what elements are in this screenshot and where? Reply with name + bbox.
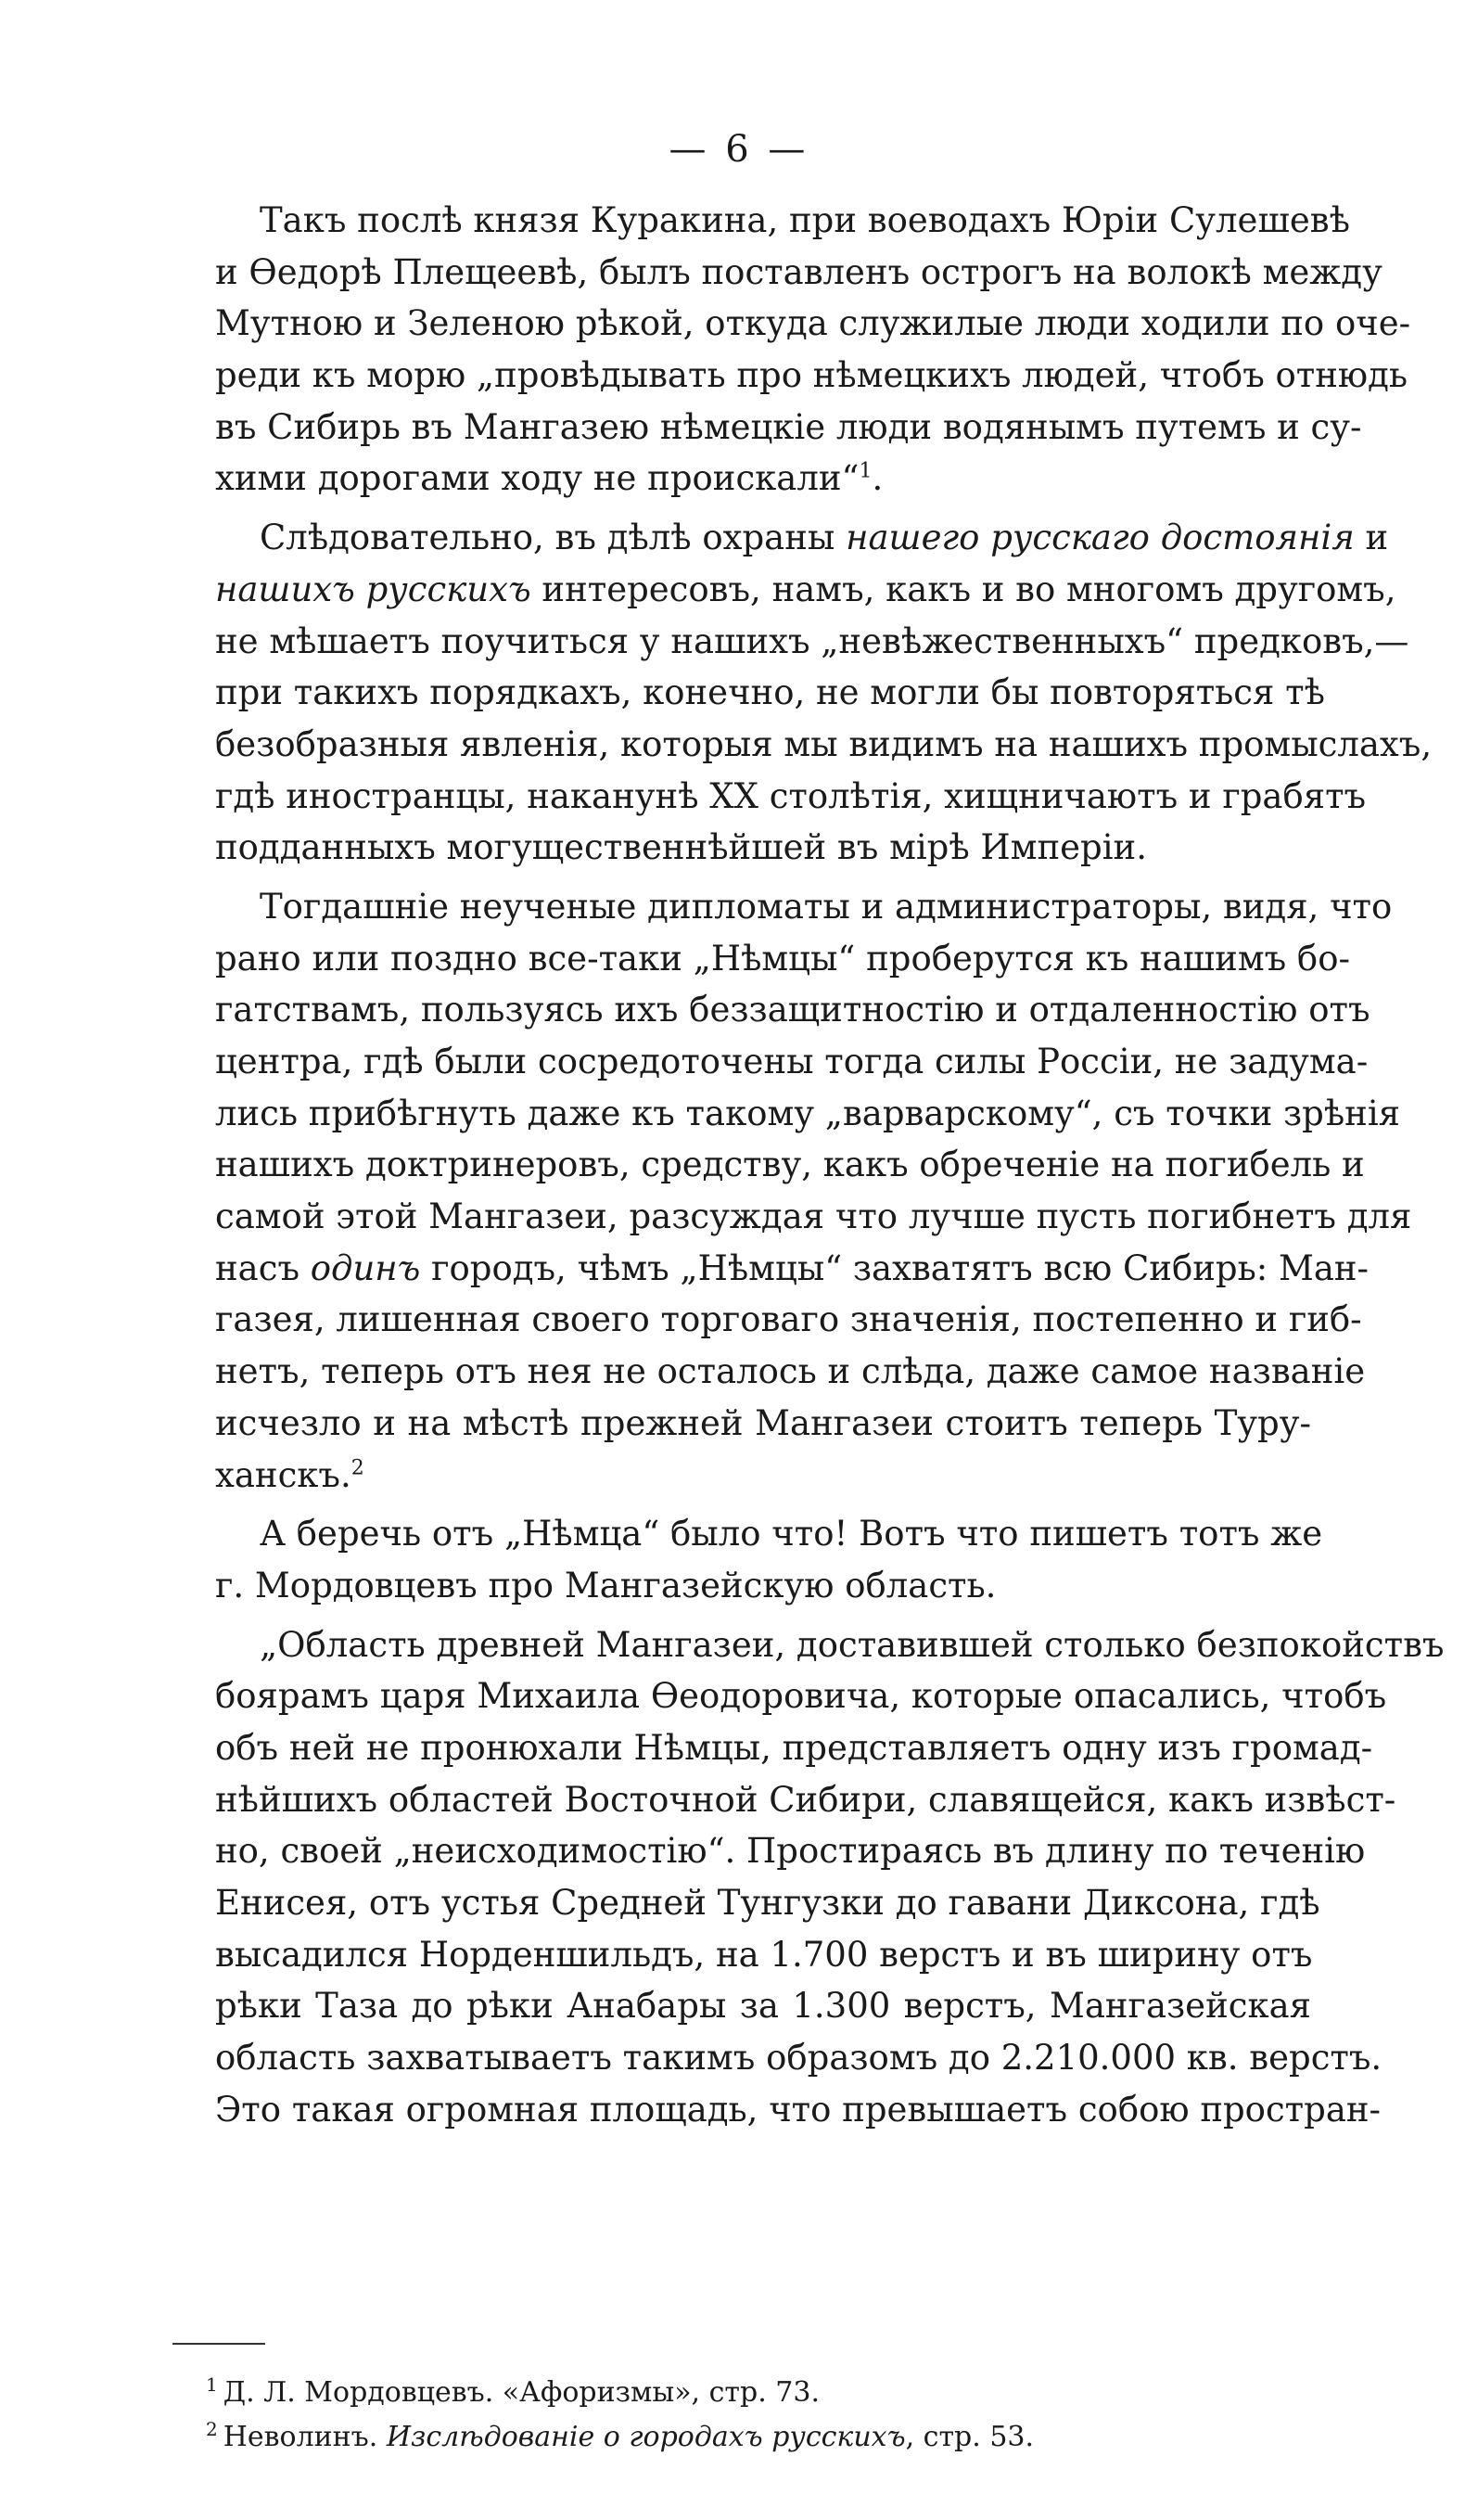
text-line — [215, 453, 1311, 505]
text-line — [215, 1243, 1370, 1295]
line-text: исчезло и на мѣстѣ прежней Мангазеи стоитъ теперь Туру- — [215, 1402, 1311, 1443]
text-line — [215, 247, 1382, 299]
line-text: и Ѳедорѣ Плещеевѣ, былъ поставленъ острогъ на волокѣ между — [215, 251, 1382, 292]
paragraph — [215, 1508, 1323, 1611]
line-text: нашихъ доктринеровъ, средству, какъ обреченіе на погибель и — [215, 1145, 1365, 1185]
italic-text: нашего русскаго достоянія — [846, 518, 1355, 558]
text-line — [215, 1294, 1362, 1346]
text-line — [215, 1722, 1373, 1774]
text-line — [215, 667, 1325, 719]
line-text: гдѣ иностранцы, наканунѣ XX столѣтія, хищничаютъ и грабятъ — [215, 775, 1367, 816]
line-text: подданныхъ могущественнѣйшей въ мірѣ Имперіи. — [215, 827, 1147, 868]
text-line — [215, 1560, 1311, 1612]
line-text: г. Мордовцевъ про Мангазейскую область. — [215, 1565, 997, 1605]
text-line — [215, 2084, 1382, 2136]
paragraph — [215, 195, 1411, 505]
text-line — [215, 822, 1311, 874]
line-text: ханскъ. — [215, 1454, 351, 1495]
line-text: Мутною и Зеленою рѣкой, откуда служилые люди ходили по оче- — [215, 303, 1411, 344]
italic-text: нашихъ русскихъ — [215, 569, 531, 609]
text-line — [215, 1088, 1400, 1140]
text-line — [215, 771, 1367, 823]
text-line — [215, 2032, 1382, 2084]
text-line — [215, 1450, 1311, 1502]
line-text: при такихъ порядкахъ, конечно, не могли бы повторяться тѣ — [215, 672, 1325, 713]
line-text: самой этой Мангазеи, разсуждая что лучше пусть погибнетъ для — [215, 1196, 1412, 1237]
line-text: Такъ послѣ князя Куракина, при воеводахъ Юріи Сулешевѣ — [260, 200, 1350, 240]
line-text: Слѣдовательно, въ дѣлѣ охраны — [260, 518, 847, 558]
text-line — [215, 719, 1433, 771]
line-text: городъ, чѣмъ „Нѣмцы“ захватятъ всю Сибирь: Ман- — [420, 1247, 1370, 1288]
footnote-reference: 2 — [350, 1456, 364, 1480]
paragraph — [215, 512, 1433, 874]
paragraph — [215, 881, 1412, 1501]
line-text: объ ней не пронюхали Нѣмцы, представляетъ одну изъ громад- — [215, 1727, 1373, 1768]
text-line — [215, 1398, 1311, 1450]
text-line — [215, 881, 1393, 933]
line-text: лись прибѣгнуть даже къ такому „варварскому“, съ точки зрѣнія — [215, 1093, 1400, 1133]
text-line — [215, 1825, 1366, 1877]
text-line — [215, 1619, 1445, 1671]
body-text — [215, 195, 1445, 2143]
text-line — [215, 350, 1408, 402]
text-line — [215, 195, 1350, 247]
text-line — [215, 1670, 1387, 1722]
line-text: нѣйшихъ областей Восточной Сибири, славящейся, какъ извѣст- — [215, 1779, 1396, 1820]
line-text: . — [872, 458, 884, 499]
italic-text: одинъ — [310, 1247, 421, 1288]
text-line — [215, 1774, 1396, 1826]
line-text: въ Сибирь въ Мангазею нѣмецкіе люди водянымъ путемъ и су- — [215, 406, 1362, 447]
text-line — [215, 512, 1389, 564]
footnote-separator — [172, 2343, 265, 2345]
line-text: насъ — [215, 1247, 311, 1288]
line-text: область захватываетъ такимъ образомъ до 2.210.000 кв. верстъ. — [215, 2038, 1382, 2079]
line-text: интересовъ, намъ, какъ и во многомъ другомъ, — [530, 569, 1396, 609]
line-text: высадился Норденшильдъ, на 1.700 верстъ и въ ширину отъ — [215, 1934, 1313, 1975]
line-text: центра, гдѣ были сосредоточены тогда силы Россіи, не задума- — [215, 1042, 1369, 1081]
text-line — [215, 933, 1350, 985]
line-text: не мѣшаетъ поучиться у нашихъ „невѣжественныхъ“ предковъ,— — [215, 620, 1409, 661]
text-line — [215, 1508, 1323, 1560]
text-line — [215, 1139, 1365, 1191]
text-line — [215, 1036, 1369, 1088]
line-text: безобразныя явленія, которыя мы видимъ на нашихъ промыслахъ, — [215, 723, 1433, 764]
paragraph — [215, 1619, 1445, 2136]
footnote-mark: 2 — [206, 2418, 218, 2440]
line-text: Это такая огромная площадь, что превышаетъ собою простран- — [215, 2089, 1382, 2130]
footnote-reference: 1 — [859, 460, 873, 484]
line-text: Тогдашніе неученые дипломаты и администраторы, видя, что — [260, 886, 1393, 927]
text-line — [215, 1346, 1366, 1398]
text-line — [215, 1877, 1320, 1929]
line-text: нетъ, теперь отъ нея не осталось и слѣда, даже самое названіе — [215, 1351, 1366, 1392]
line-text: боярамъ царя Михаила Ѳеодоровича, которые опасались, чтобъ — [215, 1676, 1387, 1717]
line-text: и — [1354, 518, 1389, 558]
text-line — [215, 298, 1411, 350]
text-line — [215, 616, 1409, 668]
line-text: А беречь отъ „Нѣмца“ было что! Вотъ что пишетъ тотъ же — [260, 1514, 1323, 1554]
footnote — [206, 2415, 1226, 2460]
line-text: газея, лишенная своего торговаго значенія, постепенно и гиб- — [215, 1299, 1362, 1340]
line-text: рано или поздно все-таки „Нѣмцы“ проберутся къ нашимъ бо- — [215, 938, 1350, 979]
footnote-text: , стр. 53. — [905, 2421, 1035, 2453]
line-text: реди къ морю „провѣдывать про нѣмецкихъ людей, чтобъ отнюдь — [215, 355, 1408, 396]
footnote-mark: 1 — [206, 2373, 218, 2396]
line-text: хими дорогами ходу не проискали“ — [215, 458, 860, 499]
footnote-italic-text: Изслѣдованіе о городахъ русскихъ — [386, 2421, 906, 2453]
page-number: — 6 — — [669, 128, 809, 171]
line-text: рѣки Таза до рѣки Анабары за 1.300 верстъ, Мангазейская — [215, 1986, 1311, 2027]
footnote-text: Д. Л. Мордовцевъ. «Афоризмы», стр. 73. — [223, 2376, 821, 2409]
line-text: „Область древней Мангазеи, доставившей столько безпокойствъ — [260, 1624, 1445, 1665]
footnotes — [206, 2371, 1226, 2460]
footnote — [206, 2371, 1226, 2415]
line-text: Енисея, отъ устья Средней Тунгузки до гавани Диксона, гдѣ — [215, 1883, 1320, 1923]
text-line — [215, 402, 1362, 454]
text-line — [215, 1929, 1311, 1981]
text-line — [215, 564, 1396, 616]
text-line — [215, 984, 1370, 1036]
line-text: гатствамъ, пользуясь ихъ беззащитностію и отдаленностію отъ — [215, 990, 1370, 1030]
text-line — [215, 1980, 1311, 2032]
footnote-text: Неволинъ. — [223, 2421, 387, 2453]
text-line — [215, 1191, 1412, 1243]
line-text: но, своей „неисходимостію“. Простираясь въ длину по теченію — [215, 1831, 1366, 1872]
